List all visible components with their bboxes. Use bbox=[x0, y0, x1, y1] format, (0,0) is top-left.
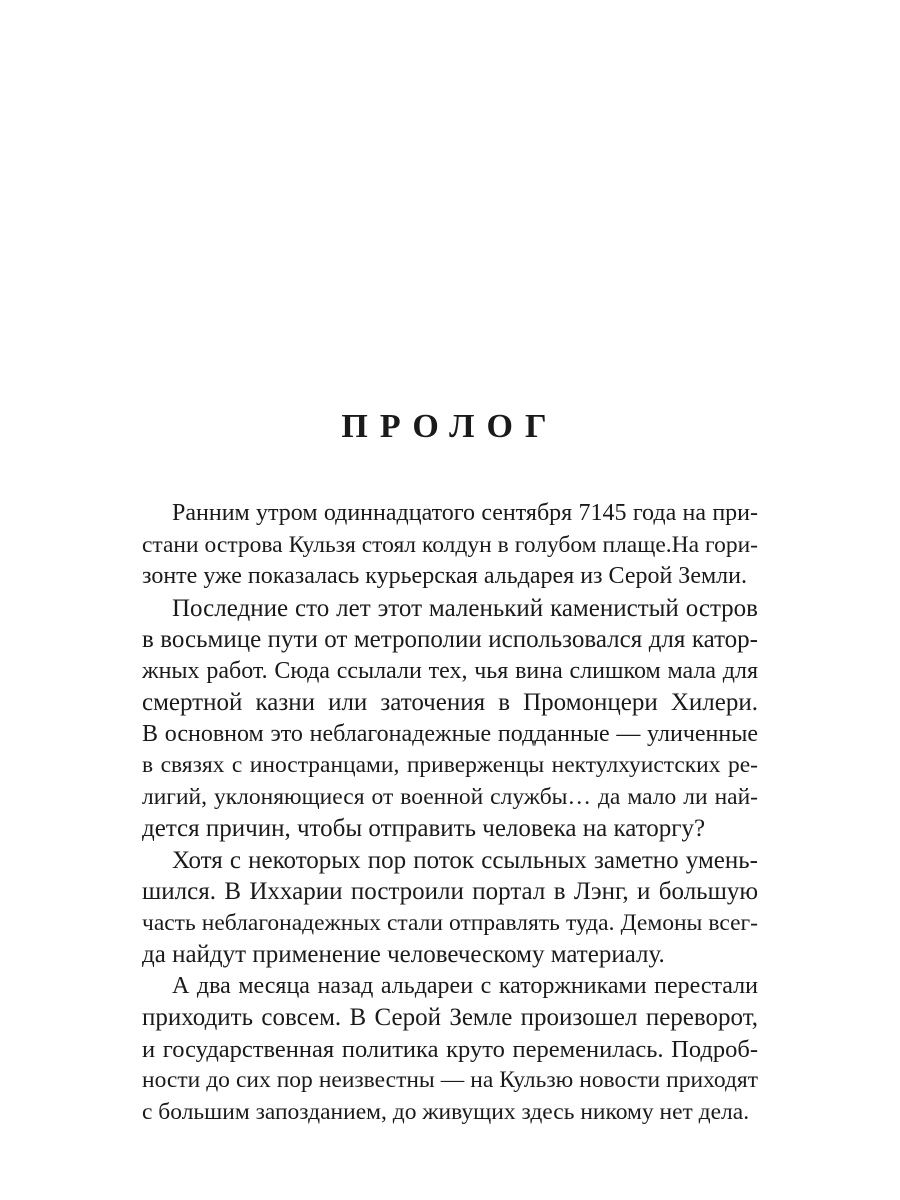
chapter-title: ПРОЛОГ bbox=[341, 408, 559, 445]
body-text bbox=[142, 498, 758, 1128]
paragraph-1 bbox=[142, 498, 758, 593]
text-line: с большим запозданием, до живущих здесь никому нет дела. bbox=[142, 1098, 750, 1125]
paragraph-3 bbox=[142, 845, 758, 971]
text-line: В основном это неблагонадежные подданные — уличенные bbox=[142, 720, 758, 747]
text-line: Ранним утром одиннадцатого сентября 7145 года на при- bbox=[172, 500, 758, 526]
text-line: дется причин, чтобы отправить человека на каторгу? bbox=[142, 815, 706, 842]
text-line: зонте уже показалась курьерская альдарея из Серой Земли. bbox=[142, 563, 747, 589]
text-line: приходить совсем. В Серой Земле произошел переворот, bbox=[142, 1004, 758, 1031]
text-line: Последние сто лет этот маленький каменистый остров bbox=[172, 594, 758, 622]
text-line: и государственная политика круто переменилась. Подроб- bbox=[142, 1035, 758, 1063]
text-line: смертной казни или заточения в Промонцери Хилери. bbox=[142, 689, 758, 716]
text-line: Хотя с некоторых пор поток ссыльных заметно умень- bbox=[172, 846, 758, 874]
text-line: часть неблагонадежных стали отправлять туда. Демоны всег- bbox=[142, 909, 758, 936]
text-line: стани острова Кульзя стоял колдун в голубом плаще.На гори- bbox=[142, 531, 758, 558]
text-line: жных работ. Сюда ссылали тех, чья вина слишком мала для bbox=[142, 657, 758, 684]
paragraph-2 bbox=[142, 593, 758, 845]
paragraph-4 bbox=[142, 971, 758, 1129]
text-line: ности до сих пор неизвестны — на Кульзю новости приходят bbox=[142, 1067, 758, 1093]
text-line: в связях с иностранцами, приверженцы нектулхуистских ре- bbox=[142, 752, 758, 778]
text-line: шился. В Иххарии построили портал в Лэнг, и большую bbox=[142, 878, 758, 905]
text-line: в восьмице пути от метрополии использовался для катор- bbox=[142, 626, 758, 653]
text-line: да найдут применение человеческому материалу. bbox=[142, 941, 665, 968]
text-line: лигий, уклоняющиеся от военной службы… да мало ли най- bbox=[142, 783, 758, 810]
text-line: А два месяца назад альдареи с каторжниками перестали bbox=[172, 972, 758, 999]
